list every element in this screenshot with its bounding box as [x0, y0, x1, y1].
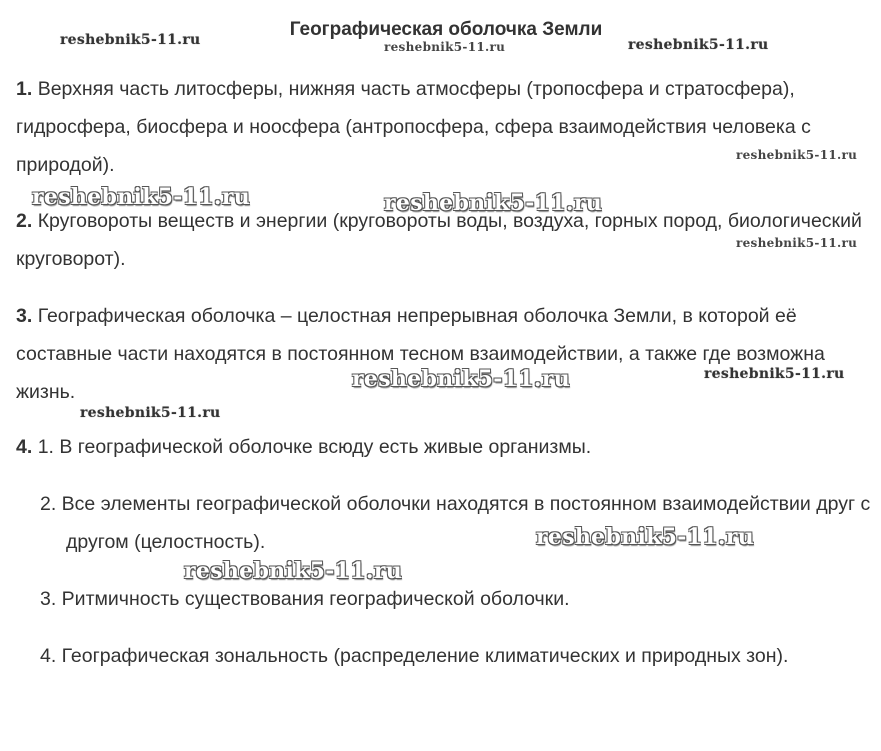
- answer-number: 2.: [16, 210, 33, 232]
- answer-number: 1.: [16, 78, 33, 100]
- answer-subitem: 4. Географическая зональность (распределение климатических и природных зон).: [40, 645, 789, 667]
- answer-number: 4.: [16, 436, 33, 458]
- answer-text: Круговороты веществ и энергии (круговороты воды, воздуха, горных пород, биологический круговорот).: [16, 210, 862, 270]
- answer-1: [16, 70, 876, 184]
- watermark: reshebnik5-11.ru: [60, 32, 201, 48]
- watermark: reshebnik5-11.ru: [384, 190, 603, 216]
- answer-subitem: 3. Ритмичность существования географической оболочки.: [40, 588, 570, 610]
- watermark: reshebnik5-11.ru: [184, 558, 403, 584]
- watermark: reshebnik5-11.ru: [32, 184, 251, 210]
- watermark: reshebnik5-11.ru: [536, 524, 755, 550]
- watermark: reshebnik5-11.ru: [384, 40, 506, 54]
- watermark: reshebnik5-11.ru: [628, 37, 769, 53]
- answer-subitem: 2. Все элементы географической оболочки находятся в постоянном взаимодействии друг с другом (целостность).: [40, 493, 871, 553]
- watermark: reshebnik5-11.ru: [736, 148, 858, 162]
- answer-text: Верхняя часть литосферы, нижняя часть атмосферы (тропосфера и стратосфера), гидросфера, биосфера и ноосфера (антропосфера, сфера взаимодействия человека с природой).: [16, 78, 811, 176]
- watermark: reshebnik5-11.ru: [704, 366, 845, 382]
- answer-text: Географическая оболочка – целостная непрерывная оболочка Земли, в которой её составные части находятся в постоянном тесном взаимодействии, а также где возможна жизнь.: [16, 305, 825, 403]
- answer-subitem: 1. В географической оболочке всюду есть живые организмы.: [37, 436, 592, 458]
- answer-3: [16, 297, 876, 411]
- watermark: reshebnik5-11.ru: [80, 405, 221, 421]
- page-title: Географическая оболочка Земли: [289, 19, 603, 40]
- watermark: reshebnik5-11.ru: [736, 236, 858, 250]
- answer-number: 3.: [16, 305, 33, 327]
- watermark: reshebnik5-11.ru: [352, 366, 571, 392]
- answer-4: [16, 428, 876, 466]
